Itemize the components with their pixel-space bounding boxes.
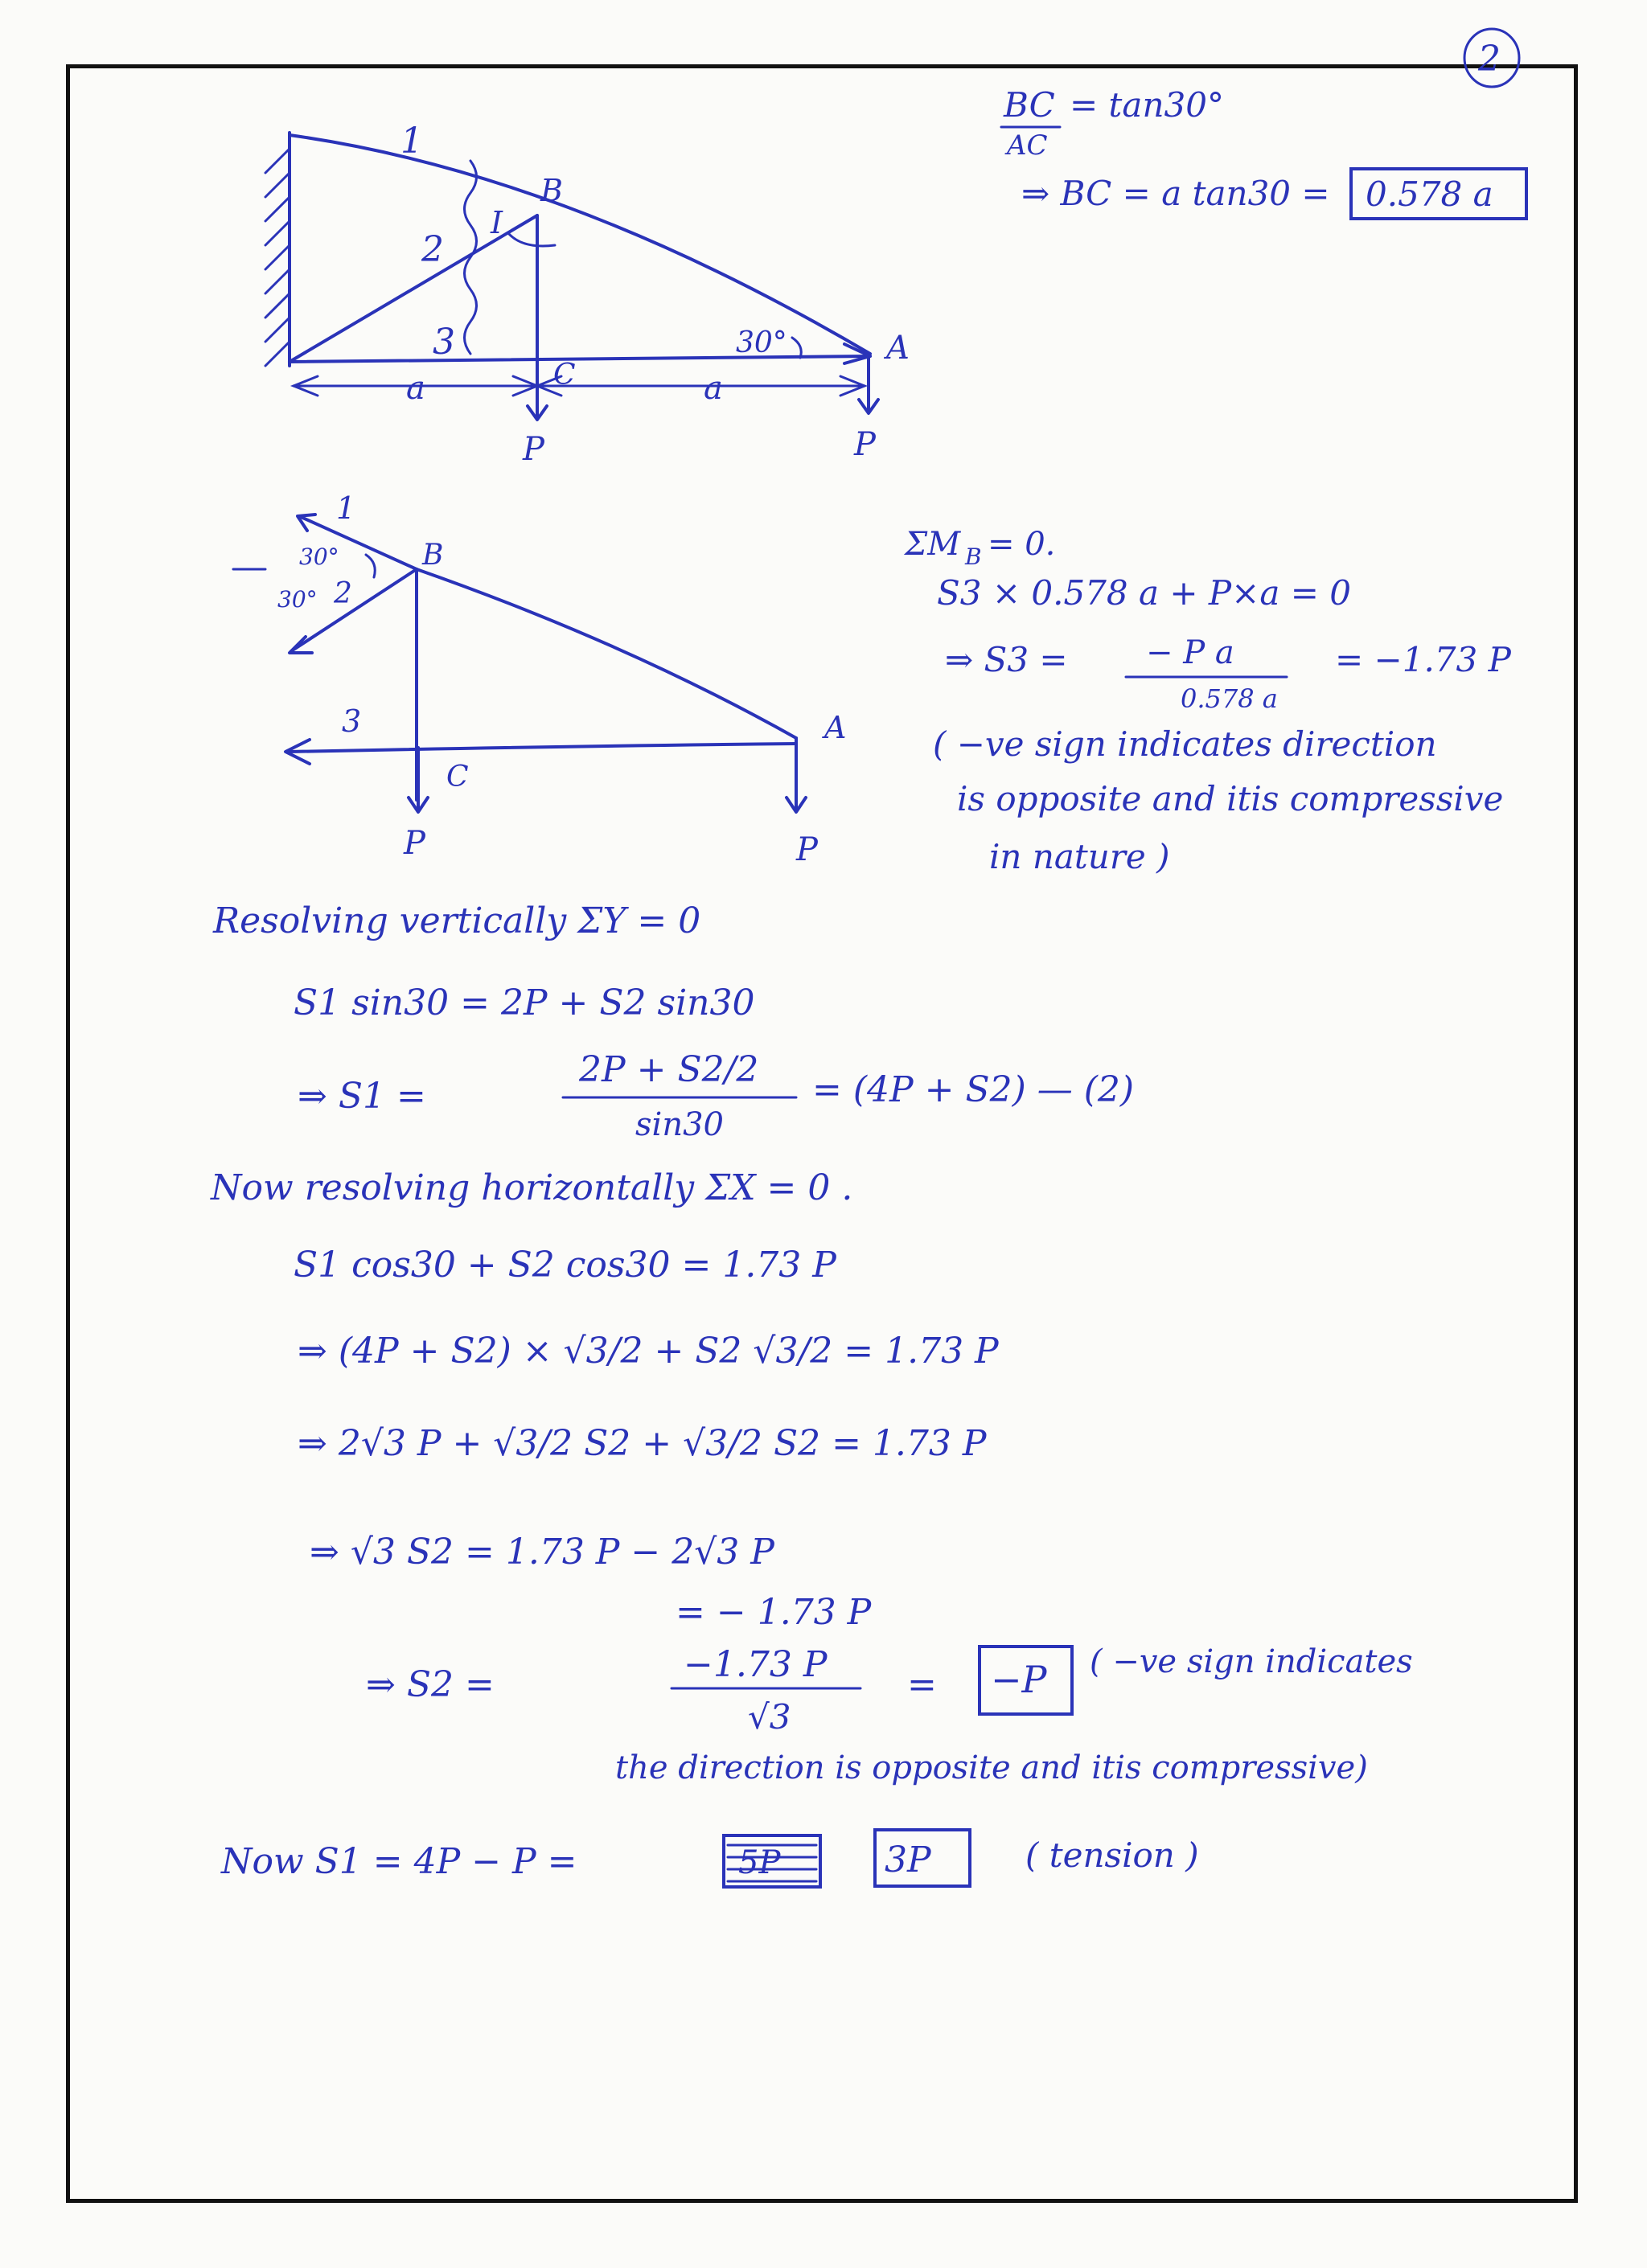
- angle-arc-B: [508, 233, 555, 246]
- s1-final-equation: Now S1 = 4P − P =: [221, 1841, 577, 1882]
- fbd-label-3: 3: [342, 703, 362, 739]
- s3-note-line3: in nature ): [989, 837, 1170, 876]
- s3-note-line2: is opposite and itis compressive: [957, 779, 1504, 818]
- fbd-node-C: C: [446, 761, 469, 794]
- fbd-angle-bottom: 30°: [277, 586, 318, 613]
- bc-ratio-numerator: BC: [1004, 85, 1055, 125]
- label-member-2: 2: [421, 229, 444, 270]
- s3-result: = −1.73 P: [1335, 640, 1511, 679]
- s3-lhs: ⇒ S3 =: [945, 640, 1068, 679]
- s1-tension-note: ( tension ): [1025, 1835, 1199, 1875]
- horizontal-resolution: [210, 1167, 1413, 1786]
- horizontal-eq3: ⇒ 2√3 P + √3/2 S2 + √3/2 S2 = 1.73 P: [298, 1423, 987, 1464]
- s1-denominator: sin30: [635, 1106, 724, 1143]
- page-number: [1464, 29, 1519, 87]
- s1-result: = (4P + S2) — (2): [812, 1069, 1135, 1110]
- bc-calculation: [1001, 85, 1526, 219]
- s1-result: 3P: [885, 1839, 931, 1880]
- horizontal-eq5: = − 1.73 P: [676, 1592, 872, 1633]
- s2-result: −P: [991, 1658, 1047, 1701]
- moment-equation: S3 × 0.578 a + P×a = 0: [937, 573, 1352, 613]
- s1-lhs: ⇒ S1 =: [298, 1076, 426, 1117]
- vertical-resolution: [212, 900, 1134, 1143]
- label-load-left: P: [523, 431, 544, 468]
- label-load-right: P: [854, 426, 876, 463]
- label-angle-mark: I: [491, 205, 503, 240]
- s2-numerator: −1.73 P: [684, 1644, 828, 1685]
- wall-hatching: [265, 149, 290, 366]
- fbd-label-2: 2: [334, 577, 352, 610]
- label-node-C: C: [553, 359, 576, 392]
- bc-ratio-rhs: = tan30°: [1070, 85, 1224, 125]
- fbd-node-A: A: [824, 710, 847, 745]
- horizontal-eq1: S1 cos30 + S2 cos30 = 1.73 P: [294, 1245, 836, 1286]
- page-number-text: 2: [1478, 39, 1501, 80]
- s2-equals: =: [907, 1664, 937, 1705]
- moment-sum: ΣM: [905, 526, 961, 563]
- s3-numerator: − P a: [1146, 634, 1234, 671]
- struck-value: 5P: [738, 1844, 781, 1881]
- label-member-1: 1: [400, 121, 423, 162]
- moment-sum-subscript: B: [965, 543, 982, 570]
- fbd-load-right-label: P: [796, 831, 818, 868]
- vertical-heading: Resolving vertically ΣY = 0: [213, 900, 701, 941]
- final-result: [220, 1830, 1199, 1887]
- s2-lhs: ⇒ S2 =: [366, 1664, 495, 1705]
- s2-note-line1: ( −ve sign indicates: [1090, 1643, 1413, 1680]
- free-body-diagram: [233, 490, 846, 868]
- fbd-label-1: 1: [336, 490, 356, 526]
- horizontal-heading: Now resolving horizontally ΣX = 0 .: [211, 1167, 853, 1208]
- fbd-top-member: [417, 569, 796, 738]
- vertical-eq1: S1 sin30 = 2P + S2 sin30: [294, 982, 755, 1023]
- fbd-load-left-label: P: [404, 825, 425, 862]
- label-span-left: a: [406, 370, 425, 407]
- label-node-A: A: [886, 330, 910, 367]
- s2-denominator: √3: [748, 1697, 791, 1737]
- s3-denominator: 0.578 a: [1181, 683, 1278, 714]
- label-node-B: B: [540, 173, 563, 208]
- moment-equations: [903, 526, 1512, 876]
- bc-ratio-denominator: AC: [1007, 129, 1048, 162]
- fbd-angle-top: 30°: [299, 543, 339, 570]
- s3-note-line1: ( −ve sign indicates direction: [933, 724, 1437, 764]
- member-top: [290, 135, 870, 354]
- label-member-3: 3: [433, 322, 455, 363]
- bc-value-line: ⇒ BC = a tan30 =: [1021, 174, 1330, 213]
- horizontal-eq2: ⇒ (4P + S2) × √3/2 + S2 √3/2 = 1.73 P: [298, 1331, 999, 1372]
- s1-numerator: 2P + S2/2: [579, 1049, 759, 1090]
- fbd-bottom-member: [290, 744, 796, 752]
- s2-note-line2: the direction is opposite and itis compressive): [615, 1749, 1368, 1786]
- label-angle-30: 30°: [736, 326, 787, 359]
- bc-result: 0.578 a: [1366, 174, 1493, 214]
- angle-arc-A: [792, 338, 801, 358]
- moment-sum-tail: = 0.: [988, 526, 1056, 563]
- truss-diagram-1: [265, 121, 910, 468]
- fbd-node-B: B: [422, 539, 444, 572]
- horizontal-eq4: ⇒ √3 S2 = 1.73 P − 2√3 P: [310, 1532, 774, 1573]
- label-span-right: a: [704, 370, 723, 407]
